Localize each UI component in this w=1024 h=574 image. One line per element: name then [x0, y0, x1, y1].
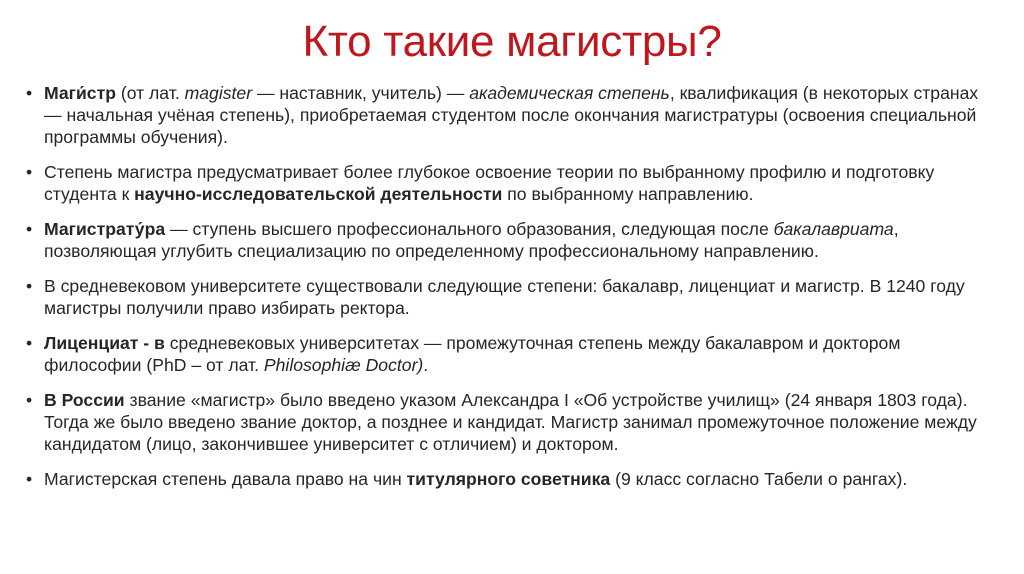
bullet-text-segment: Степень магистра предусматривает более глубокое освоение теории по выбранному профилю и подготовку студента к	[44, 162, 935, 204]
bullet-item	[26, 389, 1000, 455]
bullet-text-segment: В средневековом университете существовали следующие степени: бакалавр, лиценциат и магистр. В 1240 году магистры получили право избирать ректора.	[44, 276, 965, 318]
bullet-item	[26, 218, 1000, 262]
bullet-text-segment: средневековых университетах — промежуточная степень между бакалавром и доктором философии (PhD – от лат.	[44, 333, 901, 375]
bullet-text-segment: титулярного советника	[406, 469, 611, 489]
bullet-text-segment: звание «магистр» было введено указом Александра I «Об устройстве училищ» (24 января 1803 года). Тогда же было введено звание доктор, а позднее и кандидат. Магистр занимал промежуточное положение между кандидатом (лицо, закончившее университет с отличием) и доктором.	[44, 390, 977, 454]
bullet-item	[26, 468, 1000, 490]
bullet-item	[26, 161, 1000, 205]
bullet-text-segment: Магистрату́ра	[44, 219, 166, 239]
bullet-text-segment: Лиценциат - в	[44, 333, 165, 353]
bullet-item	[26, 275, 1000, 319]
bullet-text-segment: академическая степень	[469, 83, 670, 103]
bullet-text-segment: , позволяющая углубить специализацию по определенному профессиональному направлению.	[44, 219, 899, 261]
bullet-item	[26, 82, 1000, 148]
bullet-list	[26, 82, 1000, 503]
bullet-text-segment: научно-исследовательской деятельности	[134, 184, 503, 204]
bullet-text-segment: — наставник, учитель) —	[252, 83, 470, 103]
bullet-text-segment: , квалификация (в некоторых странах — начальная учёная степень), приобретаемая студентом после окончания магистратуры (освоения специальной программы обучения).	[44, 83, 979, 147]
bullet-text-segment: (от лат.	[115, 83, 185, 103]
slide-title: Кто такие магистры?	[302, 17, 722, 66]
bullet-text-segment: бакалавриата	[773, 219, 894, 239]
bullet-text-segment: по выбранному направлению.	[502, 184, 754, 204]
bullet-text-segment: (9 класс согласно Табели о рангах).	[610, 469, 908, 489]
bullet-text-segment: — ступень высшего профессионального образования, следующая после	[165, 219, 774, 239]
bullet-text-segment: В России	[44, 390, 125, 410]
bullet-text-segment: Philosophiæ Doctor)	[263, 355, 424, 375]
bullet-text-segment: Магистерская степень давала право на чин	[44, 469, 407, 489]
bullet-text-segment: .	[423, 355, 429, 375]
bullet-item	[26, 332, 1000, 376]
bullet-text-segment: Маги́стр	[44, 83, 116, 103]
bullet-text-segment: magister	[184, 83, 253, 103]
